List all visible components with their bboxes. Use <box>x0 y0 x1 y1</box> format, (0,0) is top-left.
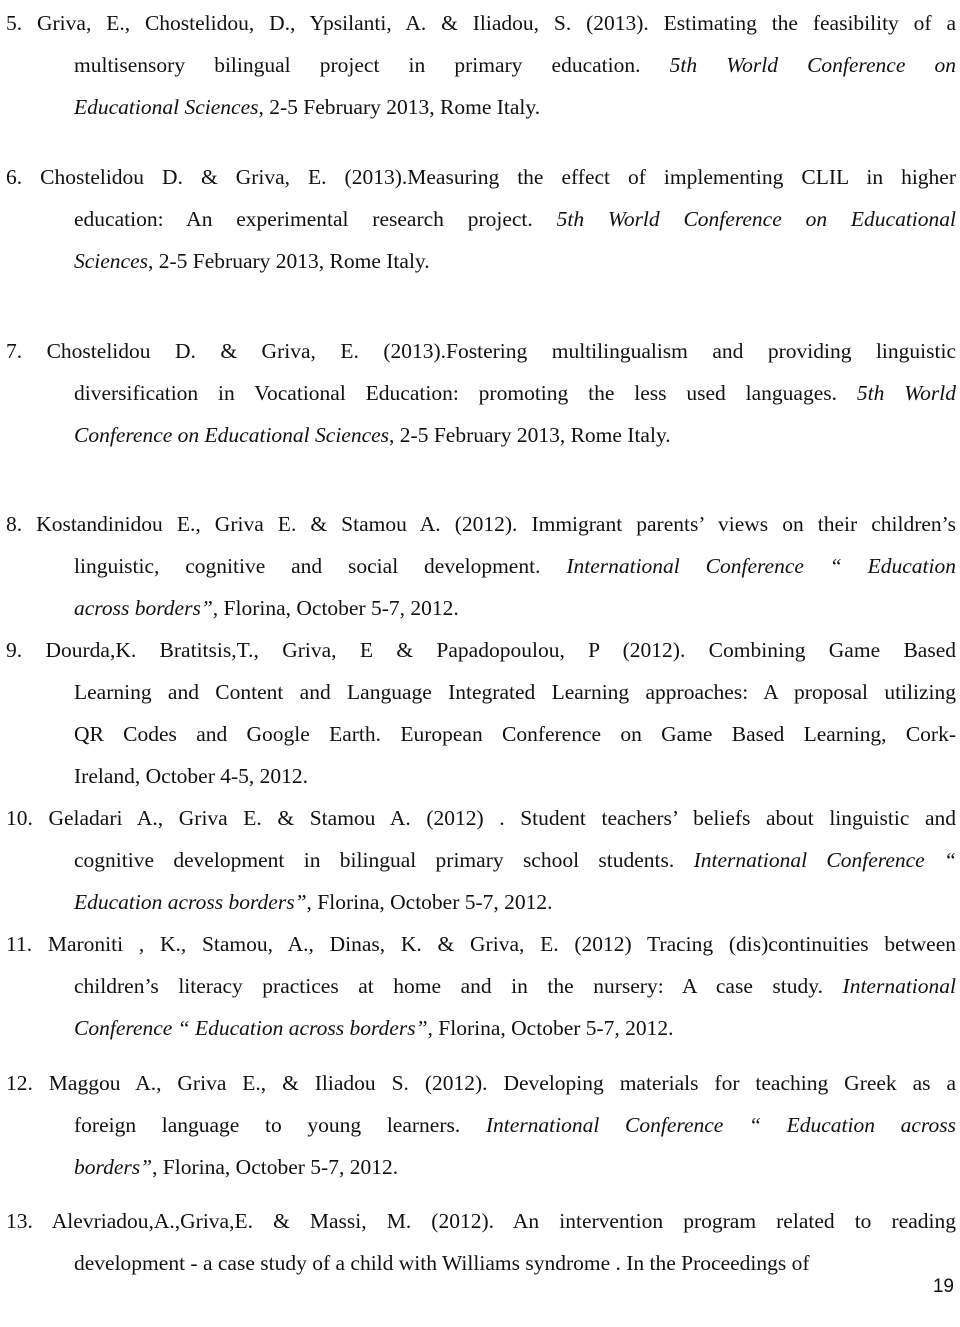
reference-line <box>6 881 956 923</box>
reference-text: , 2-5 February 2013, Rome Italy. <box>389 423 671 447</box>
reference-text: 12. Maggou A., Griva E., & Iliadou S. (2012). Developing materials for teaching Greek as a <box>6 1071 956 1095</box>
reference-text: 6. Chostelidou D. & Griva, E. (2013).Measuring the effect of implementing CLIL in higher <box>6 165 956 189</box>
reference-line <box>6 198 956 240</box>
reference-text: cognitive development in bilingual primary school students. <box>74 848 694 872</box>
reference-9 <box>6 629 956 797</box>
reference-6 <box>6 156 956 282</box>
italic-text: International <box>842 974 956 998</box>
italic-text: International Conference “ Education across <box>485 1113 956 1137</box>
reference-line <box>6 1104 956 1146</box>
reference-line <box>6 156 956 198</box>
reference-text: development - a case study of a child with Williams syndrome . In the Proceedings of <box>74 1251 810 1275</box>
reference-line <box>6 1007 956 1049</box>
reference-text: , Florina, October 5-7, 2012. <box>306 890 553 914</box>
reference-line <box>6 671 956 713</box>
reference-text: linguistic, cognitive and social development. <box>74 554 567 578</box>
italic-text: International Conference “ <box>693 848 956 872</box>
reference-line <box>6 2 956 44</box>
reference-line <box>6 330 956 372</box>
reference-text: , Florina, October 5-7, 2012. <box>152 1155 399 1179</box>
reference-line <box>6 44 956 86</box>
italic-text: Education across borders” <box>74 890 307 914</box>
reference-text: education: An experimental research project. <box>74 207 557 231</box>
reference-line <box>6 755 956 797</box>
reference-text: 13. Alevriadou,A.,Griva,E. & Massi, M. (2012). An intervention program related to reading <box>6 1209 956 1233</box>
reference-11 <box>6 923 956 1049</box>
reference-8 <box>6 503 956 629</box>
reference-text: Learning and Content and Language Integrated Learning approaches: A proposal utilizing <box>74 680 956 704</box>
italic-text: International Conference “ Education <box>566 554 956 578</box>
reference-12 <box>6 1062 956 1188</box>
reference-line <box>6 629 956 671</box>
reference-line <box>6 1062 956 1104</box>
reference-5 <box>6 2 956 128</box>
reference-line <box>6 372 956 414</box>
reference-text: foreign language to young learners. <box>74 1113 486 1137</box>
reference-text: 7. Chostelidou D. & Griva, E. (2013).Fostering multilingualism and providing linguistic <box>6 339 956 363</box>
reference-line <box>6 414 956 456</box>
reference-text: 8. Kostandinidou E., Griva E. & Stamou A. (2012). Immigrant parents’ views on their children’s <box>6 512 956 536</box>
reference-line <box>6 545 956 587</box>
reference-line <box>6 1242 956 1284</box>
reference-text: QR Codes and Google Earth. European Conference on Game Based Learning, Cork- <box>74 722 956 746</box>
italic-text: borders” <box>74 1155 153 1179</box>
reference-text: , Florina, October 5-7, 2012. <box>427 1016 674 1040</box>
reference-text: children’s literacy practices at home and in the nursery: A case study. <box>74 974 843 998</box>
reference-text: , Florina, October 5-7, 2012. <box>212 596 459 620</box>
italic-text: Educational Sciences <box>74 95 259 119</box>
reference-text: Ireland, October 4-5, 2012. <box>74 764 309 788</box>
reference-text: 11. Maroniti , K., Stamou, A., Dinas, K. & Griva, E. (2012) Tracing (dis)continuities between <box>6 932 956 956</box>
reference-text: , 2-5 February 2013, Rome Italy. <box>148 249 430 273</box>
reference-line <box>6 240 956 282</box>
reference-text: diversification in Vocational Education: promoting the less used languages. <box>74 381 857 405</box>
italic-text: 5th World <box>856 381 956 405</box>
reference-line <box>6 713 956 755</box>
reference-text: , 2-5 February 2013, Rome Italy. <box>258 95 541 119</box>
reference-text: multisensory bilingual project in primary education. <box>74 53 670 77</box>
reference-line <box>6 1200 956 1242</box>
reference-line <box>6 923 956 965</box>
reference-line <box>6 503 956 545</box>
italic-text: 5th World Conference on Educational <box>556 207 956 231</box>
italic-text: Conference on Educational Sciences <box>74 423 390 447</box>
reference-line <box>6 797 956 839</box>
reference-13 <box>6 1200 956 1284</box>
reference-line <box>6 86 956 128</box>
reference-line <box>6 1146 956 1188</box>
reference-10 <box>6 797 956 923</box>
page-number: 19 <box>932 1276 954 1297</box>
italic-text: Conference “ Education across borders” <box>74 1016 428 1040</box>
italic-text: across borders” <box>74 596 213 620</box>
reference-line <box>6 965 956 1007</box>
italic-text: Sciences <box>74 249 149 273</box>
reference-text: 5. Griva, E., Chostelidou, D., Ypsilanti, A. & Iliadou, S. (2013). Estimating the feasibility of a <box>6 11 956 35</box>
reference-line <box>6 587 956 629</box>
italic-text: 5th World Conference on <box>669 53 956 77</box>
reference-text: 9. Dourda,K. Bratitsis,T., Griva, E & Papadopoulou, P (2012). Combining Game Based <box>6 638 956 662</box>
reference-line <box>6 839 956 881</box>
reference-7 <box>6 330 956 456</box>
reference-text: 10. Geladari A., Griva E. & Stamou A. (2012) . Student teachers’ beliefs about linguistic and <box>6 806 956 830</box>
